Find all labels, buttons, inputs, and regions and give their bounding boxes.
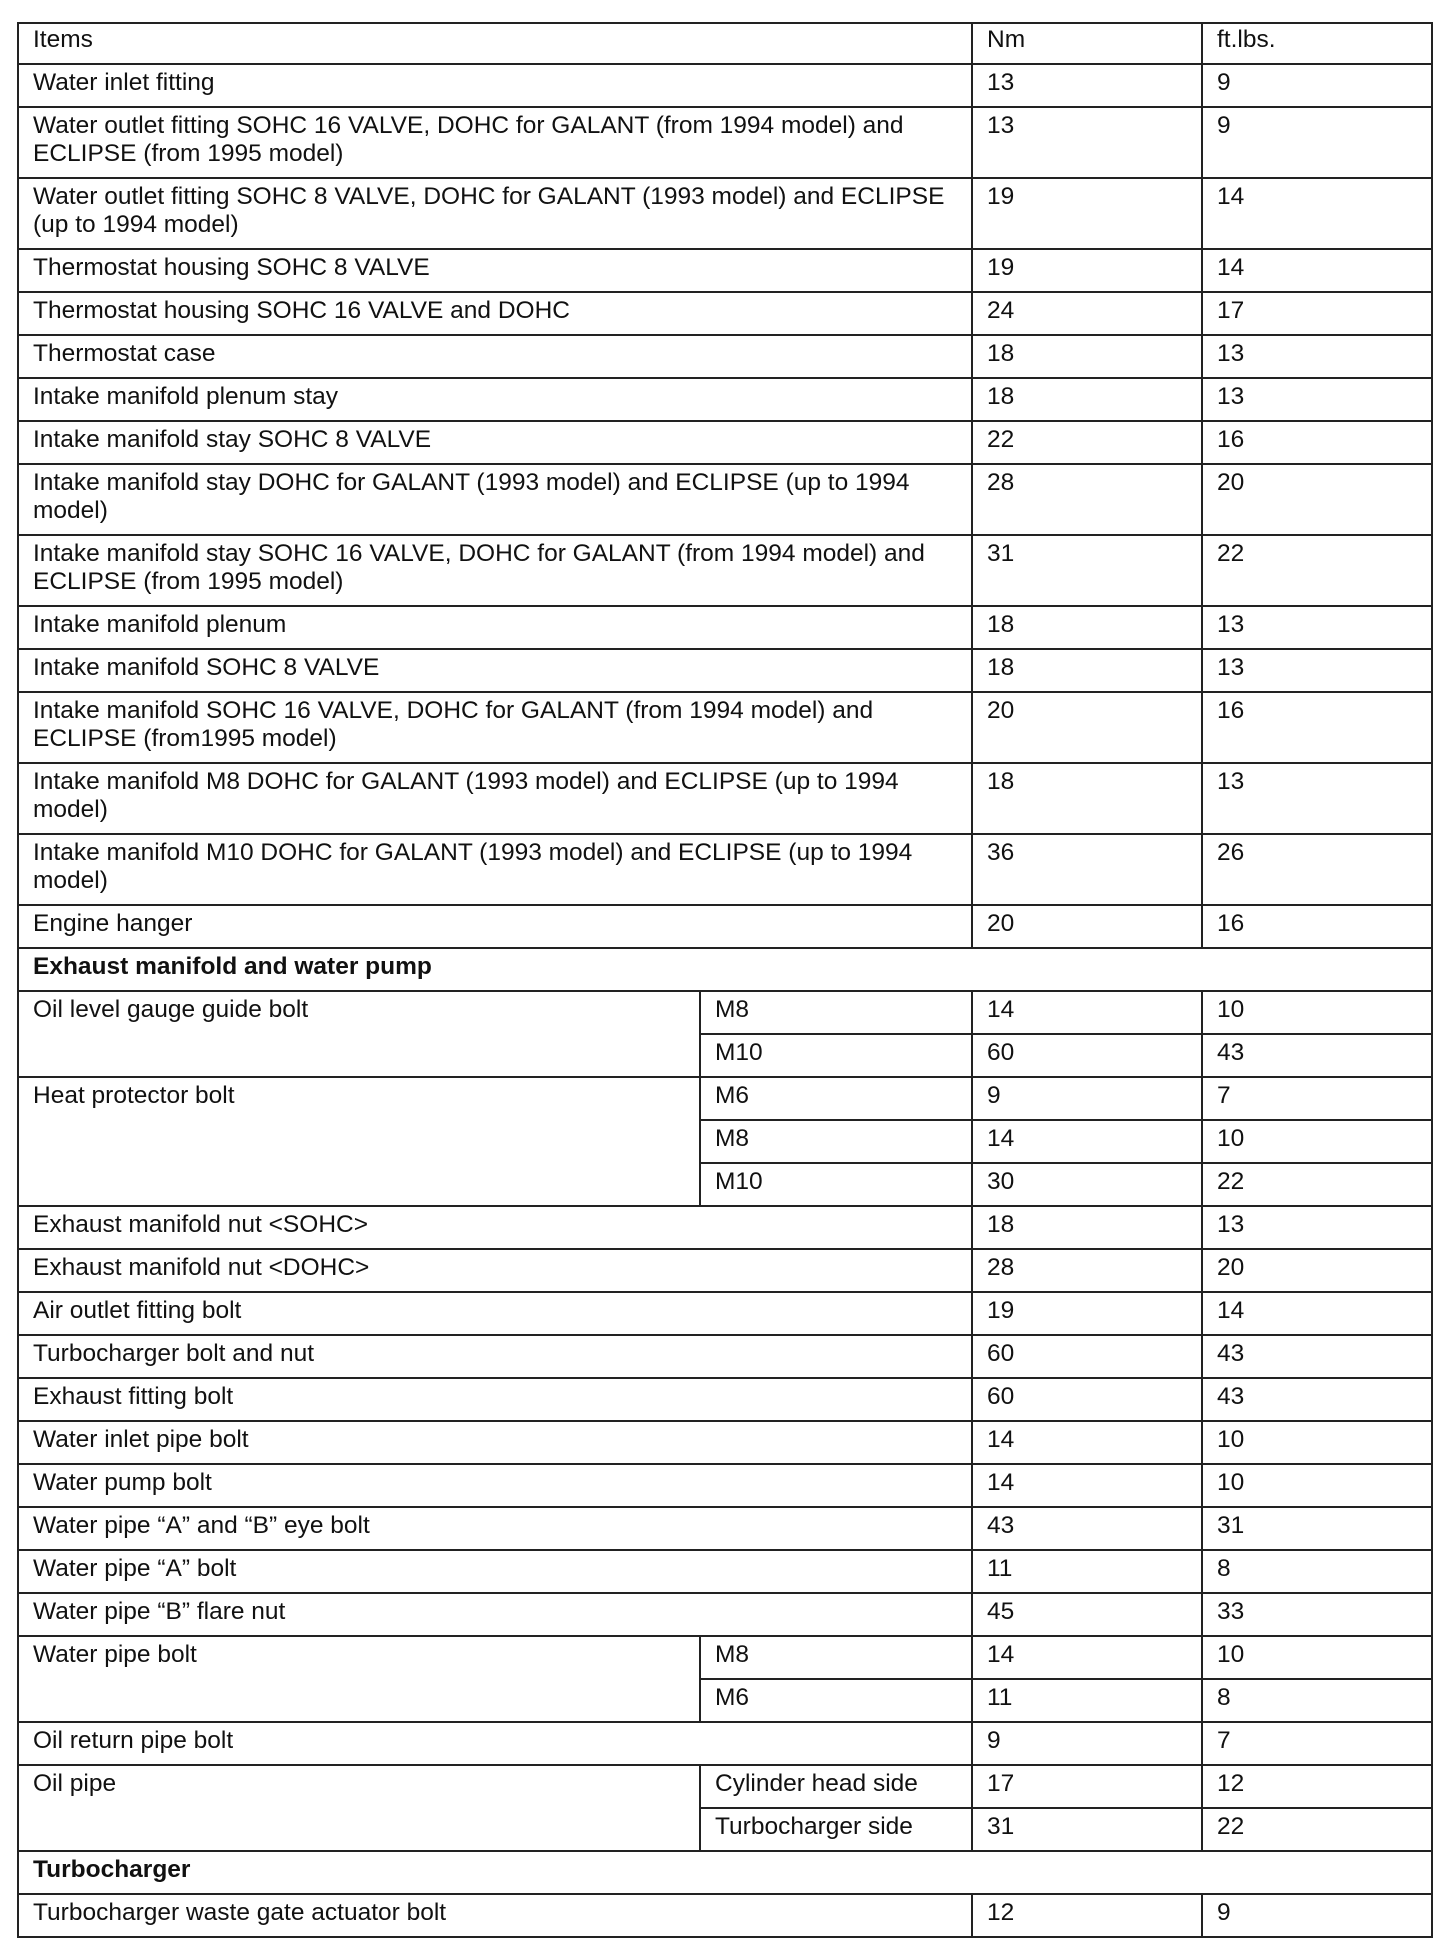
nm-cell: 19 (972, 1292, 1202, 1335)
ftlbs-cell: 33 (1202, 1593, 1432, 1636)
ftlbs-cell: 22 (1202, 535, 1432, 606)
nm-cell: 14 (972, 1636, 1202, 1679)
item-cell: Intake manifold stay DOHC for GALANT (1993 model) and ECLIPSE (up to 1994 model) (18, 464, 972, 535)
table-row (18, 1894, 1432, 1937)
sub-cell: M8 (700, 1120, 972, 1163)
ftlbs-cell: 13 (1202, 606, 1432, 649)
item-cell: Water pipe “A” and “B” eye bolt (18, 1507, 972, 1550)
table-row (18, 1077, 1432, 1120)
item-cell: Intake manifold stay SOHC 16 VALVE, DOHC for GALANT (from 1994 model) and ECLIPSE (from 1995 model) (18, 535, 972, 606)
item-cell: Water pipe “B” flare nut (18, 1593, 972, 1636)
ftlbs-cell: 9 (1202, 64, 1432, 107)
sub-cell: Cylinder head side (700, 1765, 972, 1808)
table-row (18, 107, 1432, 178)
nm-cell: 60 (972, 1378, 1202, 1421)
item-cell: Intake manifold SOHC 8 VALVE (18, 649, 972, 692)
nm-cell: 11 (972, 1679, 1202, 1722)
ftlbs-cell: 43 (1202, 1378, 1432, 1421)
nm-cell: 18 (972, 763, 1202, 834)
ftlbs-cell: 22 (1202, 1163, 1432, 1206)
nm-cell: 30 (972, 1163, 1202, 1206)
nm-cell: 14 (972, 1120, 1202, 1163)
table-row (18, 1206, 1432, 1249)
nm-cell: 18 (972, 335, 1202, 378)
table-row (18, 1593, 1432, 1636)
item-cell: Heat protector bolt (18, 1077, 700, 1206)
item-cell: Water pipe bolt (18, 1636, 700, 1722)
nm-cell: 24 (972, 292, 1202, 335)
ftlbs-cell: 16 (1202, 692, 1432, 763)
table-row (18, 292, 1432, 335)
item-cell: Water pipe “A” bolt (18, 1550, 972, 1593)
item-cell: Intake manifold plenum (18, 606, 972, 649)
nm-cell: 18 (972, 1206, 1202, 1249)
ftlbs-cell: 14 (1202, 178, 1432, 249)
table-row (18, 249, 1432, 292)
nm-cell: 45 (972, 1593, 1202, 1636)
table-row (18, 1378, 1432, 1421)
ftlbs-cell: 7 (1202, 1722, 1432, 1765)
nm-cell: 18 (972, 378, 1202, 421)
table-row (18, 1421, 1432, 1464)
item-cell: Exhaust manifold nut <SOHC> (18, 1206, 972, 1249)
item-cell: Intake manifold M8 DOHC for GALANT (1993 model) and ECLIPSE (up to 1994 model) (18, 763, 972, 834)
section-header-row (18, 1851, 1432, 1894)
nm-cell: 18 (972, 649, 1202, 692)
nm-cell: 36 (972, 834, 1202, 905)
item-cell: Turbocharger bolt and nut (18, 1335, 972, 1378)
nm-cell: 20 (972, 692, 1202, 763)
ftlbs-cell: 8 (1202, 1679, 1432, 1722)
item-cell: Thermostat case (18, 335, 972, 378)
table-row (18, 763, 1432, 834)
nm-cell: 31 (972, 535, 1202, 606)
ftlbs-cell: 14 (1202, 1292, 1432, 1335)
nm-cell: 14 (972, 1421, 1202, 1464)
ftlbs-cell: 8 (1202, 1550, 1432, 1593)
nm-cell: 11 (972, 1550, 1202, 1593)
item-cell: Water inlet pipe bolt (18, 1421, 972, 1464)
item-cell: Water pump bolt (18, 1464, 972, 1507)
nm-cell: 20 (972, 905, 1202, 948)
table-row (18, 1722, 1432, 1765)
item-cell: Water outlet fitting SOHC 16 VALVE, DOHC for GALANT (from 1994 model) and ECLIPSE (from 1995 model) (18, 107, 972, 178)
ftlbs-cell: 9 (1202, 107, 1432, 178)
nm-cell: 12 (972, 1894, 1202, 1937)
item-cell: Oil pipe (18, 1765, 700, 1851)
header-items: Items (18, 23, 972, 64)
ftlbs-cell: 16 (1202, 905, 1432, 948)
header-ftlbs: ft.lbs. (1202, 23, 1432, 64)
ftlbs-cell: 43 (1202, 1335, 1432, 1378)
table-row (18, 606, 1432, 649)
ftlbs-cell: 13 (1202, 649, 1432, 692)
nm-cell: 9 (972, 1722, 1202, 1765)
table-row (18, 335, 1432, 378)
nm-cell: 43 (972, 1507, 1202, 1550)
item-cell: Exhaust fitting bolt (18, 1378, 972, 1421)
ftlbs-cell: 10 (1202, 1120, 1432, 1163)
ftlbs-cell: 13 (1202, 1206, 1432, 1249)
table-row (18, 649, 1432, 692)
table-row (18, 64, 1432, 107)
nm-cell: 28 (972, 464, 1202, 535)
table-row (18, 378, 1432, 421)
nm-cell: 19 (972, 249, 1202, 292)
table-row (18, 1550, 1432, 1593)
ftlbs-cell: 10 (1202, 991, 1432, 1034)
item-cell: Oil level gauge guide bolt (18, 991, 700, 1077)
sub-cell: M6 (700, 1679, 972, 1722)
item-cell: Turbocharger waste gate actuator bolt (18, 1894, 972, 1937)
header-row (18, 23, 1432, 64)
table-row (18, 535, 1432, 606)
ftlbs-cell: 20 (1202, 464, 1432, 535)
section-title-exhaust: Exhaust manifold and water pump (18, 948, 1432, 991)
nm-cell: 14 (972, 991, 1202, 1034)
table-row (18, 991, 1432, 1034)
item-cell: Intake manifold M10 DOHC for GALANT (1993 model) and ECLIPSE (up to 1994 model) (18, 834, 972, 905)
table-row (18, 1765, 1432, 1808)
ftlbs-cell: 13 (1202, 335, 1432, 378)
header-nm: Nm (972, 23, 1202, 64)
ftlbs-cell: 10 (1202, 1421, 1432, 1464)
ftlbs-cell: 12 (1202, 1765, 1432, 1808)
item-cell: Exhaust manifold nut <DOHC> (18, 1249, 972, 1292)
sub-cell: M10 (700, 1034, 972, 1077)
nm-cell: 60 (972, 1034, 1202, 1077)
item-cell: Intake manifold stay SOHC 8 VALVE (18, 421, 972, 464)
ftlbs-cell: 9 (1202, 1894, 1432, 1937)
ftlbs-cell: 16 (1202, 421, 1432, 464)
item-cell: Thermostat housing SOHC 16 VALVE and DOHC (18, 292, 972, 335)
nm-cell: 13 (972, 107, 1202, 178)
sub-cell: M8 (700, 991, 972, 1034)
ftlbs-cell: 26 (1202, 834, 1432, 905)
section-header-row (18, 948, 1432, 991)
nm-cell: 13 (972, 64, 1202, 107)
item-cell: Oil return pipe bolt (18, 1722, 972, 1765)
table-row (18, 1335, 1432, 1378)
item-cell: Air outlet fitting bolt (18, 1292, 972, 1335)
table-row (18, 1292, 1432, 1335)
table-row (18, 834, 1432, 905)
nm-cell: 28 (972, 1249, 1202, 1292)
sub-cell: M6 (700, 1077, 972, 1120)
ftlbs-cell: 10 (1202, 1636, 1432, 1679)
ftlbs-cell: 14 (1202, 249, 1432, 292)
item-cell: Engine hanger (18, 905, 972, 948)
nm-cell: 22 (972, 421, 1202, 464)
ftlbs-cell: 10 (1202, 1464, 1432, 1507)
ftlbs-cell: 43 (1202, 1034, 1432, 1077)
table-row (18, 178, 1432, 249)
sub-cell: Turbocharger side (700, 1808, 972, 1851)
ftlbs-cell: 20 (1202, 1249, 1432, 1292)
nm-cell: 18 (972, 606, 1202, 649)
nm-cell: 31 (972, 1808, 1202, 1851)
sub-cell: M8 (700, 1636, 972, 1679)
ftlbs-cell: 13 (1202, 763, 1432, 834)
item-cell: Thermostat housing SOHC 8 VALVE (18, 249, 972, 292)
nm-cell: 9 (972, 1077, 1202, 1120)
item-cell: Water inlet fitting (18, 64, 972, 107)
table-row (18, 1507, 1432, 1550)
table-row (18, 692, 1432, 763)
ftlbs-cell: 17 (1202, 292, 1432, 335)
section-title-turbocharger: Turbocharger (18, 1851, 1432, 1894)
torque-spec-table (17, 22, 1433, 1938)
sub-cell: M10 (700, 1163, 972, 1206)
nm-cell: 14 (972, 1464, 1202, 1507)
item-cell: Intake manifold plenum stay (18, 378, 972, 421)
ftlbs-cell: 31 (1202, 1507, 1432, 1550)
table-row (18, 464, 1432, 535)
ftlbs-cell: 7 (1202, 1077, 1432, 1120)
item-cell: Water outlet fitting SOHC 8 VALVE, DOHC for GALANT (1993 model) and ECLIPSE (up to 1994 model) (18, 178, 972, 249)
table-row (18, 1464, 1432, 1507)
table-row (18, 421, 1432, 464)
ftlbs-cell: 13 (1202, 378, 1432, 421)
item-cell: Intake manifold SOHC 16 VALVE, DOHC for GALANT (from 1994 model) and ECLIPSE (from1995 model) (18, 692, 972, 763)
nm-cell: 19 (972, 178, 1202, 249)
nm-cell: 17 (972, 1765, 1202, 1808)
nm-cell: 60 (972, 1335, 1202, 1378)
table-row (18, 1636, 1432, 1679)
ftlbs-cell: 22 (1202, 1808, 1432, 1851)
table-row (18, 1249, 1432, 1292)
table-row (18, 905, 1432, 948)
